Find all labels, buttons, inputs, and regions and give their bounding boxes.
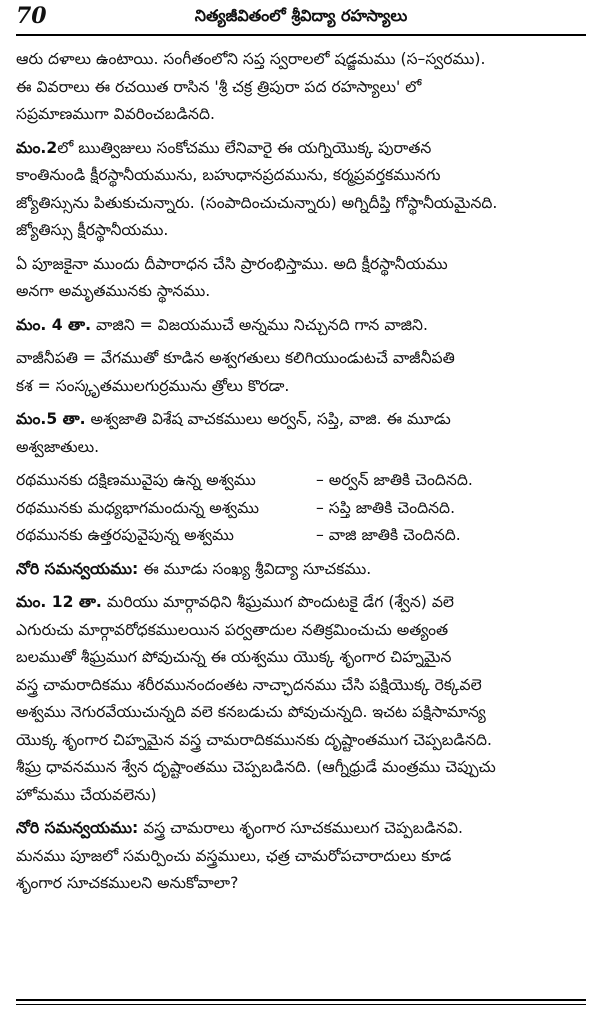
list-item-left: రథమునకు దక్షిణమువైపు ఉన్న అశ్వము (16, 471, 256, 489)
list-item-left: రథమునకు ఉత్తరపువైపున్న అశ్వము (16, 526, 234, 544)
mantra-2-text: లో ఋత్విజులు సంకోచము లేనివారై ఈ యగ్నియొక్క పురాతన కాంతినుండి క్షీరస్థానీయమును, బహుధానప్రదమును, కర్మప్రవర్తకమునగు జ్యోతిస్సును పితుకుచున్నారు. (సంపాదించుచున్నారు) అగ్నిదీప్తి గోస్థానీయమైనది. జ్యోతిస్సు క్షీరస్థానీయము. (16, 138, 498, 239)
running-title: నిత్యజీవితంలో శ్రీవిద్యా రహస్యాలు (194, 6, 408, 25)
list-item (16, 522, 586, 550)
list-item-left: రథమునకు మధ్యభాగమందున్న అశ్వము (16, 498, 259, 517)
paragraph-synthesis-2 (16, 815, 586, 898)
paragraph-mantra-4 (16, 312, 586, 340)
mantra-12-label: మం. 12 తా. (16, 593, 102, 611)
paragraph-mantra-12 (16, 589, 586, 809)
list-item-right: – వాజి జాతికి చెందినది. (316, 526, 461, 544)
synthesis-1-text: ఈ మూడు సంఖ్య శ్రీవిద్యా సూచకము. (138, 559, 372, 578)
mantra-5-text: అశ్వజాతి విశేష వాచకములు అర్వన్, సప్తి, వాజి. ఈ మూడు అశ్వజాతులు. (16, 410, 451, 456)
list-item-right: – అర్వన్ జాతికి చెందినది. (316, 471, 473, 489)
list-item (16, 495, 586, 523)
footer-rule (16, 999, 586, 1005)
mantra-12-text: మరియు మార్గావధిని శీఘ్రముగ పొందుటకై డేగ (శ్వేన) వలె ఎగురుచు మార్గావరోధకములయిన పర్వతాదుల నతిక్రమించుచు అత్యంత బలముతో శీఘ్రముగ పోవుచున్న ఈ యశ్వము యొక్క శృంగార చిహ్నమైన వస్త్ర చామరాదికము శరీరమునందంతట నాచ్ఛాదనము చేసి పక్షియొక్క రెక్కవలె అశ్వము నెగురవేయుచున్నది వలె కనబడుచు పోవుచున్నది. ఇచట పక్షిసామాన్య యొక్క శృంగార చిహ్నమైన వస్త్ర చామరాదికమునకు దృష్టాంతముగ చెప్పబడినది. శీఘ్ర ధావనమున శ్వేన దృష్టాంతము చెప్పబడినది. (ఆగ్నీధ్రుడే మంత్రము చెప్పుచు హోమము చేయవలెను) (16, 593, 496, 804)
page-header (16, 0, 586, 34)
paragraph-5: వాజీనీపతి = వేగముతో కూడిన అశ్వగతులు కలిగియుండుటచే వాజీనీపతి కశ = సంస్కృతములగుర్రమును త్రోలు కొరడా. (16, 349, 455, 395)
paragraph-synthesis-1 (16, 556, 586, 584)
header-rule (16, 34, 586, 36)
paragraph-mantra-2 (16, 135, 586, 245)
paragraph-1: ఆరు దళాలు ఉంటాయి. సంగీతంలోని సప్త స్వరాలలో షడ్జమము (స–స్వరము). ఈ వివరాలు ఈ రచయిత రాసిన 'శ్రీ చక్ర త్రిపురా పద రహస్యాలు' లో సప్రమాణముగా వివరించబడినది. (16, 50, 486, 123)
paragraph-3: ఏ పూజకైనా ముందు దీపారాధన చేసి ప్రారంభిస్తాము. అది క్షీరస్థానీయము అనగా అమృతమునకు స్థానము. (16, 254, 448, 300)
horse-position-list (16, 467, 586, 550)
list-item (16, 467, 586, 495)
mantra-4-label: మం. 4 తా. (16, 315, 92, 334)
mantra-2-label: మం.2 (16, 138, 58, 157)
paragraph-mantra-5 (16, 406, 586, 461)
synthesis-1-label: నోరి సమన్వయము: (16, 559, 139, 578)
page-number: 70 (16, 3, 47, 29)
mantra-5-label: మం.5 తా. (16, 410, 86, 428)
mantra-4-text: వాజిని = విజయముచే అన్నము నిచ్చునది గాన వాజిని. (91, 315, 428, 334)
synthesis-2-text: వస్త్ర చామరాలు శృంగార సూచకములుగ చెప్పబడినవి. మనము పూజలో సమర్పించు వస్త్రములు, ఛత్ర చామరోపచారాదులు కూడ శృంగార సూచకములని అనుకోవాలా? (16, 819, 463, 892)
list-item-right: – సప్తి జాతికి చెందినది. (316, 498, 456, 517)
synthesis-2-label: నోరి సమన్వయము: (16, 819, 139, 837)
